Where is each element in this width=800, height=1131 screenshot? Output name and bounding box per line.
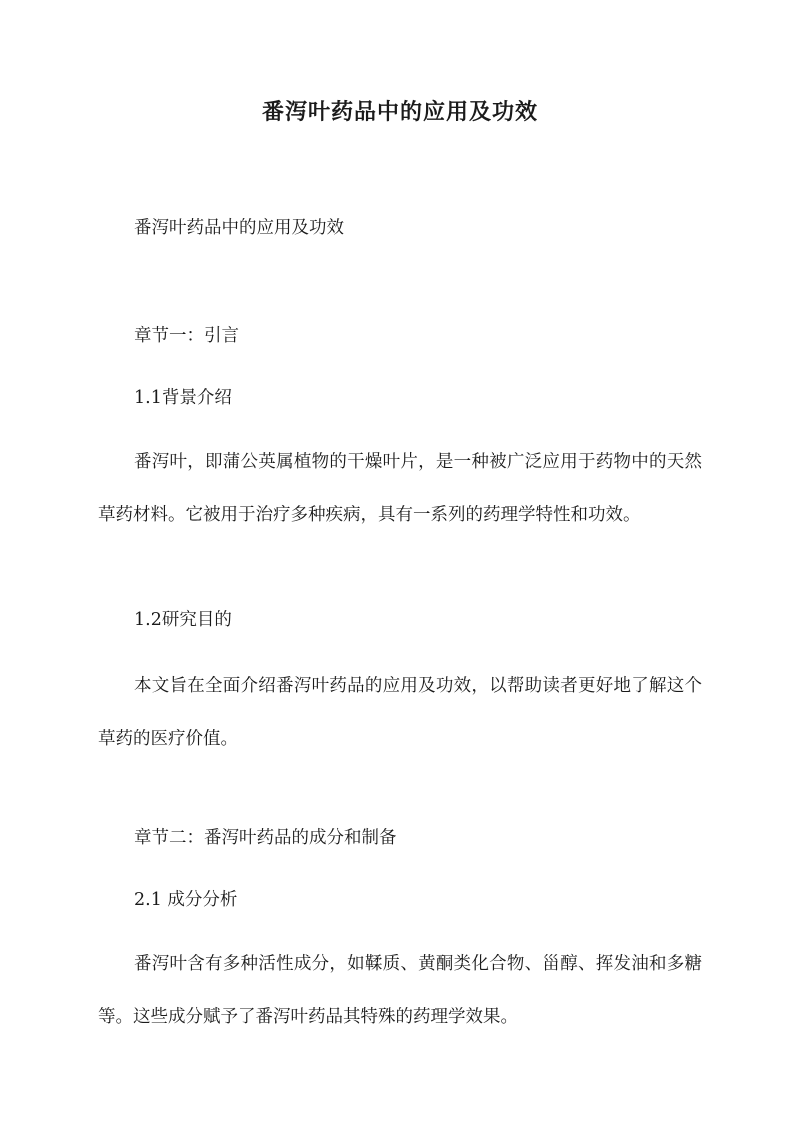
document-title: 番泻叶药品中的应用及功效 xyxy=(261,99,538,125)
chapter2-heading: 章节二：番泻叶药品的成分和制备 xyxy=(134,828,397,848)
section1-1-heading: 1.1背景介绍 xyxy=(134,388,232,408)
section1-2-body: 本文旨在全面介绍番泻叶药品的应用及功效，以帮助读者更好地了解这个草药的医疗价值。 xyxy=(98,676,702,749)
section1-1-body: 番泻叶，即蒲公英属植物的干燥叶片，是一种被广泛应用于药物中的天然草药材料。它被用于治疗多种疾病，具有一系列的药理学特性和功效。 xyxy=(98,452,702,525)
section1-2-heading: 1.2研究目的 xyxy=(134,610,232,630)
section2-1-body: 番泻叶含有多种活性成分，如鞣质、黄酮类化合物、甾醇、挥发油和多糖等。这些成分赋予了番泻叶药品其特殊的药理学效果。 xyxy=(98,954,702,1027)
document-subtitle: 番泻叶药品中的应用及功效 xyxy=(134,218,344,238)
chapter1-heading: 章节一：引言 xyxy=(134,326,239,346)
section2-1-heading: 2.1 成分分析 xyxy=(134,890,238,910)
